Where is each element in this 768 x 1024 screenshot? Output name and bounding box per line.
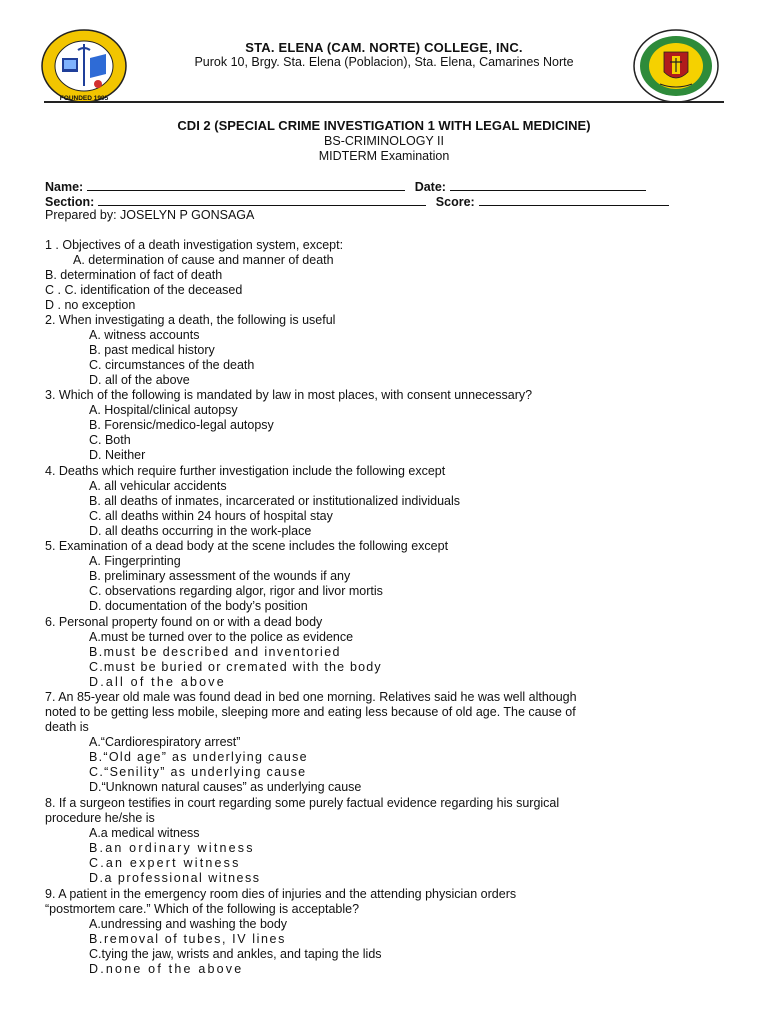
question-text: 9. A patient in the emergency room dies of injuries and the attending physician orders bbox=[45, 887, 517, 901]
score-label: Score: bbox=[435, 195, 475, 209]
header-divider bbox=[44, 101, 724, 103]
question-text: “postmortem care.” Which of the following is acceptable? bbox=[45, 902, 360, 916]
prepared-by: Prepared by: JOSELYN P GONSAGA bbox=[45, 208, 255, 222]
choice-text: B. determination of fact of death bbox=[45, 268, 223, 282]
question-text: 4. Deaths which require further investigation include the following except bbox=[45, 464, 446, 478]
choice-text: A. Fingerprinting bbox=[89, 554, 181, 568]
choice-text: C. observations regarding algor, rigor and livor mortis bbox=[89, 584, 383, 598]
choice-text: D . no exception bbox=[45, 298, 136, 312]
choice-text: A. determination of cause and manner of death bbox=[73, 253, 334, 267]
question-text: 7. An 85-year old male was found dead in bed one morning. Relatives said he was well although bbox=[45, 690, 577, 704]
choice-text: C. Both bbox=[89, 433, 131, 447]
choice-text: D. Neither bbox=[89, 448, 146, 462]
choice-text: C. circumstances of the death bbox=[89, 358, 255, 372]
choice-text: B.an ordinary witness bbox=[89, 841, 255, 855]
question-text: 1 . Objectives of a death investigation system, except: bbox=[45, 238, 344, 252]
section-label: Section: bbox=[45, 195, 95, 209]
choice-text: C. all deaths within 24 hours of hospital stay bbox=[89, 509, 333, 523]
choice-text: C.“Senility” as underlying cause bbox=[89, 765, 307, 779]
question-text: noted to be getting less mobile, sleeping more and eating less because of old age. The cause of bbox=[45, 705, 576, 719]
choice-text: B. all deaths of inmates, incarcerated or institutionalized individuals bbox=[89, 494, 461, 508]
date-blank[interactable] bbox=[450, 178, 646, 191]
section-score-row bbox=[45, 193, 675, 209]
choice-text: A.undressing and washing the body bbox=[89, 917, 288, 931]
choice-text: B.“Old age” as underlying cause bbox=[89, 750, 308, 764]
choice-text: C . C. identification of the deceased bbox=[45, 283, 243, 297]
name-blank[interactable] bbox=[87, 178, 405, 191]
choice-text: B. past medical history bbox=[89, 343, 215, 357]
date-label: Date: bbox=[414, 180, 446, 194]
choice-text: B.must be described and inventoried bbox=[89, 645, 341, 659]
question-text: 3. Which of the following is mandated by law in most places, with consent unnecessary? bbox=[45, 388, 533, 402]
question-text: procedure he/she is bbox=[45, 811, 155, 825]
choice-text: D. documentation of the body’s position bbox=[89, 599, 308, 613]
choice-text: A.must be turned over to the police as evidence bbox=[89, 630, 354, 644]
exam-type: MIDTERM Examination bbox=[318, 149, 450, 163]
choice-text: B. Forensic/medico-legal autopsy bbox=[89, 418, 274, 432]
choice-text: B. preliminary assessment of the wounds if any bbox=[89, 569, 351, 583]
question-text: 2. When investigating a death, the following is useful bbox=[45, 313, 336, 327]
program-name: BS-CRIMINOLOGY II bbox=[324, 134, 444, 148]
choice-text: A. all vehicular accidents bbox=[89, 479, 227, 493]
exam-title: CDI 2 (SPECIAL CRIME INVESTIGATION 1 WITH LEGAL MEDICINE) bbox=[177, 118, 591, 133]
choice-text: A.“Cardiorespiratory arrest” bbox=[89, 735, 241, 749]
section-blank[interactable] bbox=[98, 193, 426, 206]
name-label: Name: bbox=[45, 180, 84, 194]
choice-text: C.an expert witness bbox=[89, 856, 241, 870]
question-text: 6. Personal property found on or with a dead body bbox=[45, 615, 323, 629]
choice-text: D.none of the above bbox=[89, 962, 244, 976]
choice-text: D. all deaths occurring in the work-place bbox=[89, 524, 312, 538]
school-name: STA. ELENA (CAM. NORTE) COLLEGE, INC. bbox=[245, 40, 523, 55]
score-blank[interactable] bbox=[479, 193, 669, 206]
choice-text: D.a professional witness bbox=[89, 871, 261, 885]
choice-text: A. Hospital/clinical autopsy bbox=[89, 403, 238, 417]
choice-text: A.a medical witness bbox=[89, 826, 200, 840]
choice-text: D.“Unknown natural causes” as underlying cause bbox=[89, 780, 362, 794]
choice-text: D. all of the above bbox=[89, 373, 190, 387]
school-address: Purok 10, Brgy. Sta. Elena (Poblacion), Sta. Elena, Camarines Norte bbox=[194, 55, 574, 69]
svg-text:FOUNDED 1995: FOUNDED 1995 bbox=[59, 95, 109, 102]
choice-text: C.must be buried or cremated with the body bbox=[89, 660, 382, 674]
question-text: 5. Examination of a dead body at the scene includes the following except bbox=[45, 539, 449, 553]
choice-text: D.all of the above bbox=[89, 675, 226, 689]
choice-text: B.removal of tubes, IV lines bbox=[89, 932, 286, 946]
name-date-row bbox=[45, 178, 652, 194]
question-text: death is bbox=[45, 720, 89, 734]
choice-text: C.tying the jaw, wrists and ankles, and taping the lids bbox=[89, 947, 382, 961]
question-text: 8. If a surgeon testifies in court regarding some purely factual evidence regarding his surgical bbox=[45, 796, 560, 810]
choice-text: A. witness accounts bbox=[89, 328, 200, 342]
